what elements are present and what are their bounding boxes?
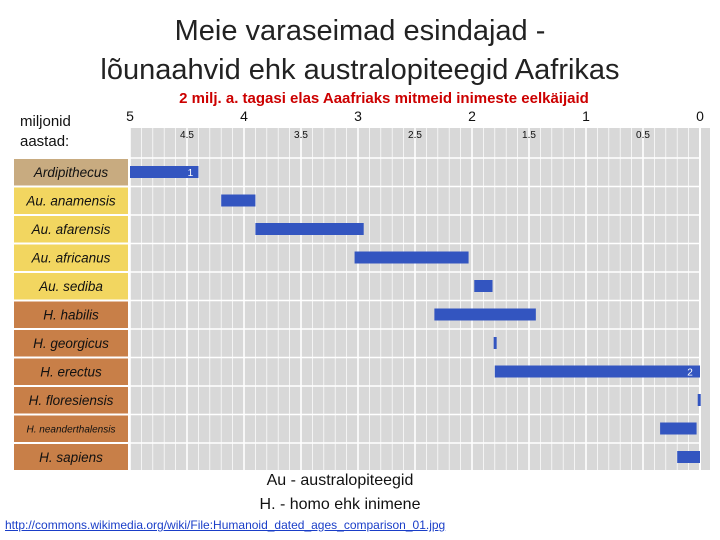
x-tick-minor-label: 4.5 <box>180 130 194 141</box>
x-tick-major-label: 4 <box>240 108 248 124</box>
bar-footnote-label: 1 <box>187 168 194 179</box>
x-tick-major-label: 3 <box>354 108 362 124</box>
x-tick-minor-label: 2.5 <box>408 130 422 141</box>
age-range-bar <box>660 423 696 435</box>
x-tick-minor-label: 3.5 <box>294 130 308 141</box>
age-range-bar <box>355 252 469 264</box>
age-range-bar <box>474 280 492 292</box>
axis-caption-line1: miljonid <box>20 113 71 130</box>
x-tick-major-label: 5 <box>126 108 134 124</box>
x-tick-major-label: 1 <box>582 108 590 124</box>
species-label: H. georgicus <box>33 336 109 352</box>
species-label: H. floresiensis <box>28 393 114 409</box>
slide-title-line2: lõunaahvid ehk australopiteegid Aafrikas <box>100 54 620 86</box>
source-link[interactable]: http://commons.wikimedia.org/wiki/File:Humanoid_dated_ages_comparison_01.jpg <box>5 518 446 532</box>
species-label: Au. sediba <box>39 279 103 295</box>
species-label: Au. afarensis <box>31 222 111 238</box>
species-label: Ardipithecus <box>33 165 109 181</box>
x-tick-minor-label: 0.5 <box>636 130 650 141</box>
species-label: H. habilis <box>43 307 99 323</box>
x-tick-minor-label: 1.5 <box>522 130 536 141</box>
plot-right-margin <box>700 128 710 470</box>
x-tick-major-label: 2 <box>468 108 476 124</box>
age-range-bar <box>494 337 497 349</box>
slide-title-line1: Meie varaseimad esindajad - <box>174 15 546 47</box>
age-range-bar <box>698 394 701 406</box>
x-tick-major-label: 0 <box>696 108 704 124</box>
age-range-bar <box>677 451 700 463</box>
legend-caption-h: H. - homo ehk inimene <box>259 496 421 513</box>
species-label: H. sapiens <box>39 450 103 466</box>
legend-caption-au: Au - australopiteegid <box>266 472 414 489</box>
species-label: Au. anamensis <box>26 193 116 209</box>
species-label: H. erectus <box>40 364 102 380</box>
species-label: Au. africanus <box>31 250 111 266</box>
species-label: H. neanderthalensis <box>26 424 116 436</box>
age-range-bar <box>495 366 700 378</box>
age-range-bar <box>255 223 363 235</box>
axis-caption-line2: aastad: <box>20 133 70 150</box>
age-range-bar <box>221 195 255 207</box>
chart-subtitle: 2 milj. a. tagasi elas Aaafriaks mitmeid inimeste eelkäijaid <box>179 90 589 107</box>
age-range-bar <box>434 309 535 321</box>
bar-footnote-label: 2 <box>687 367 693 379</box>
